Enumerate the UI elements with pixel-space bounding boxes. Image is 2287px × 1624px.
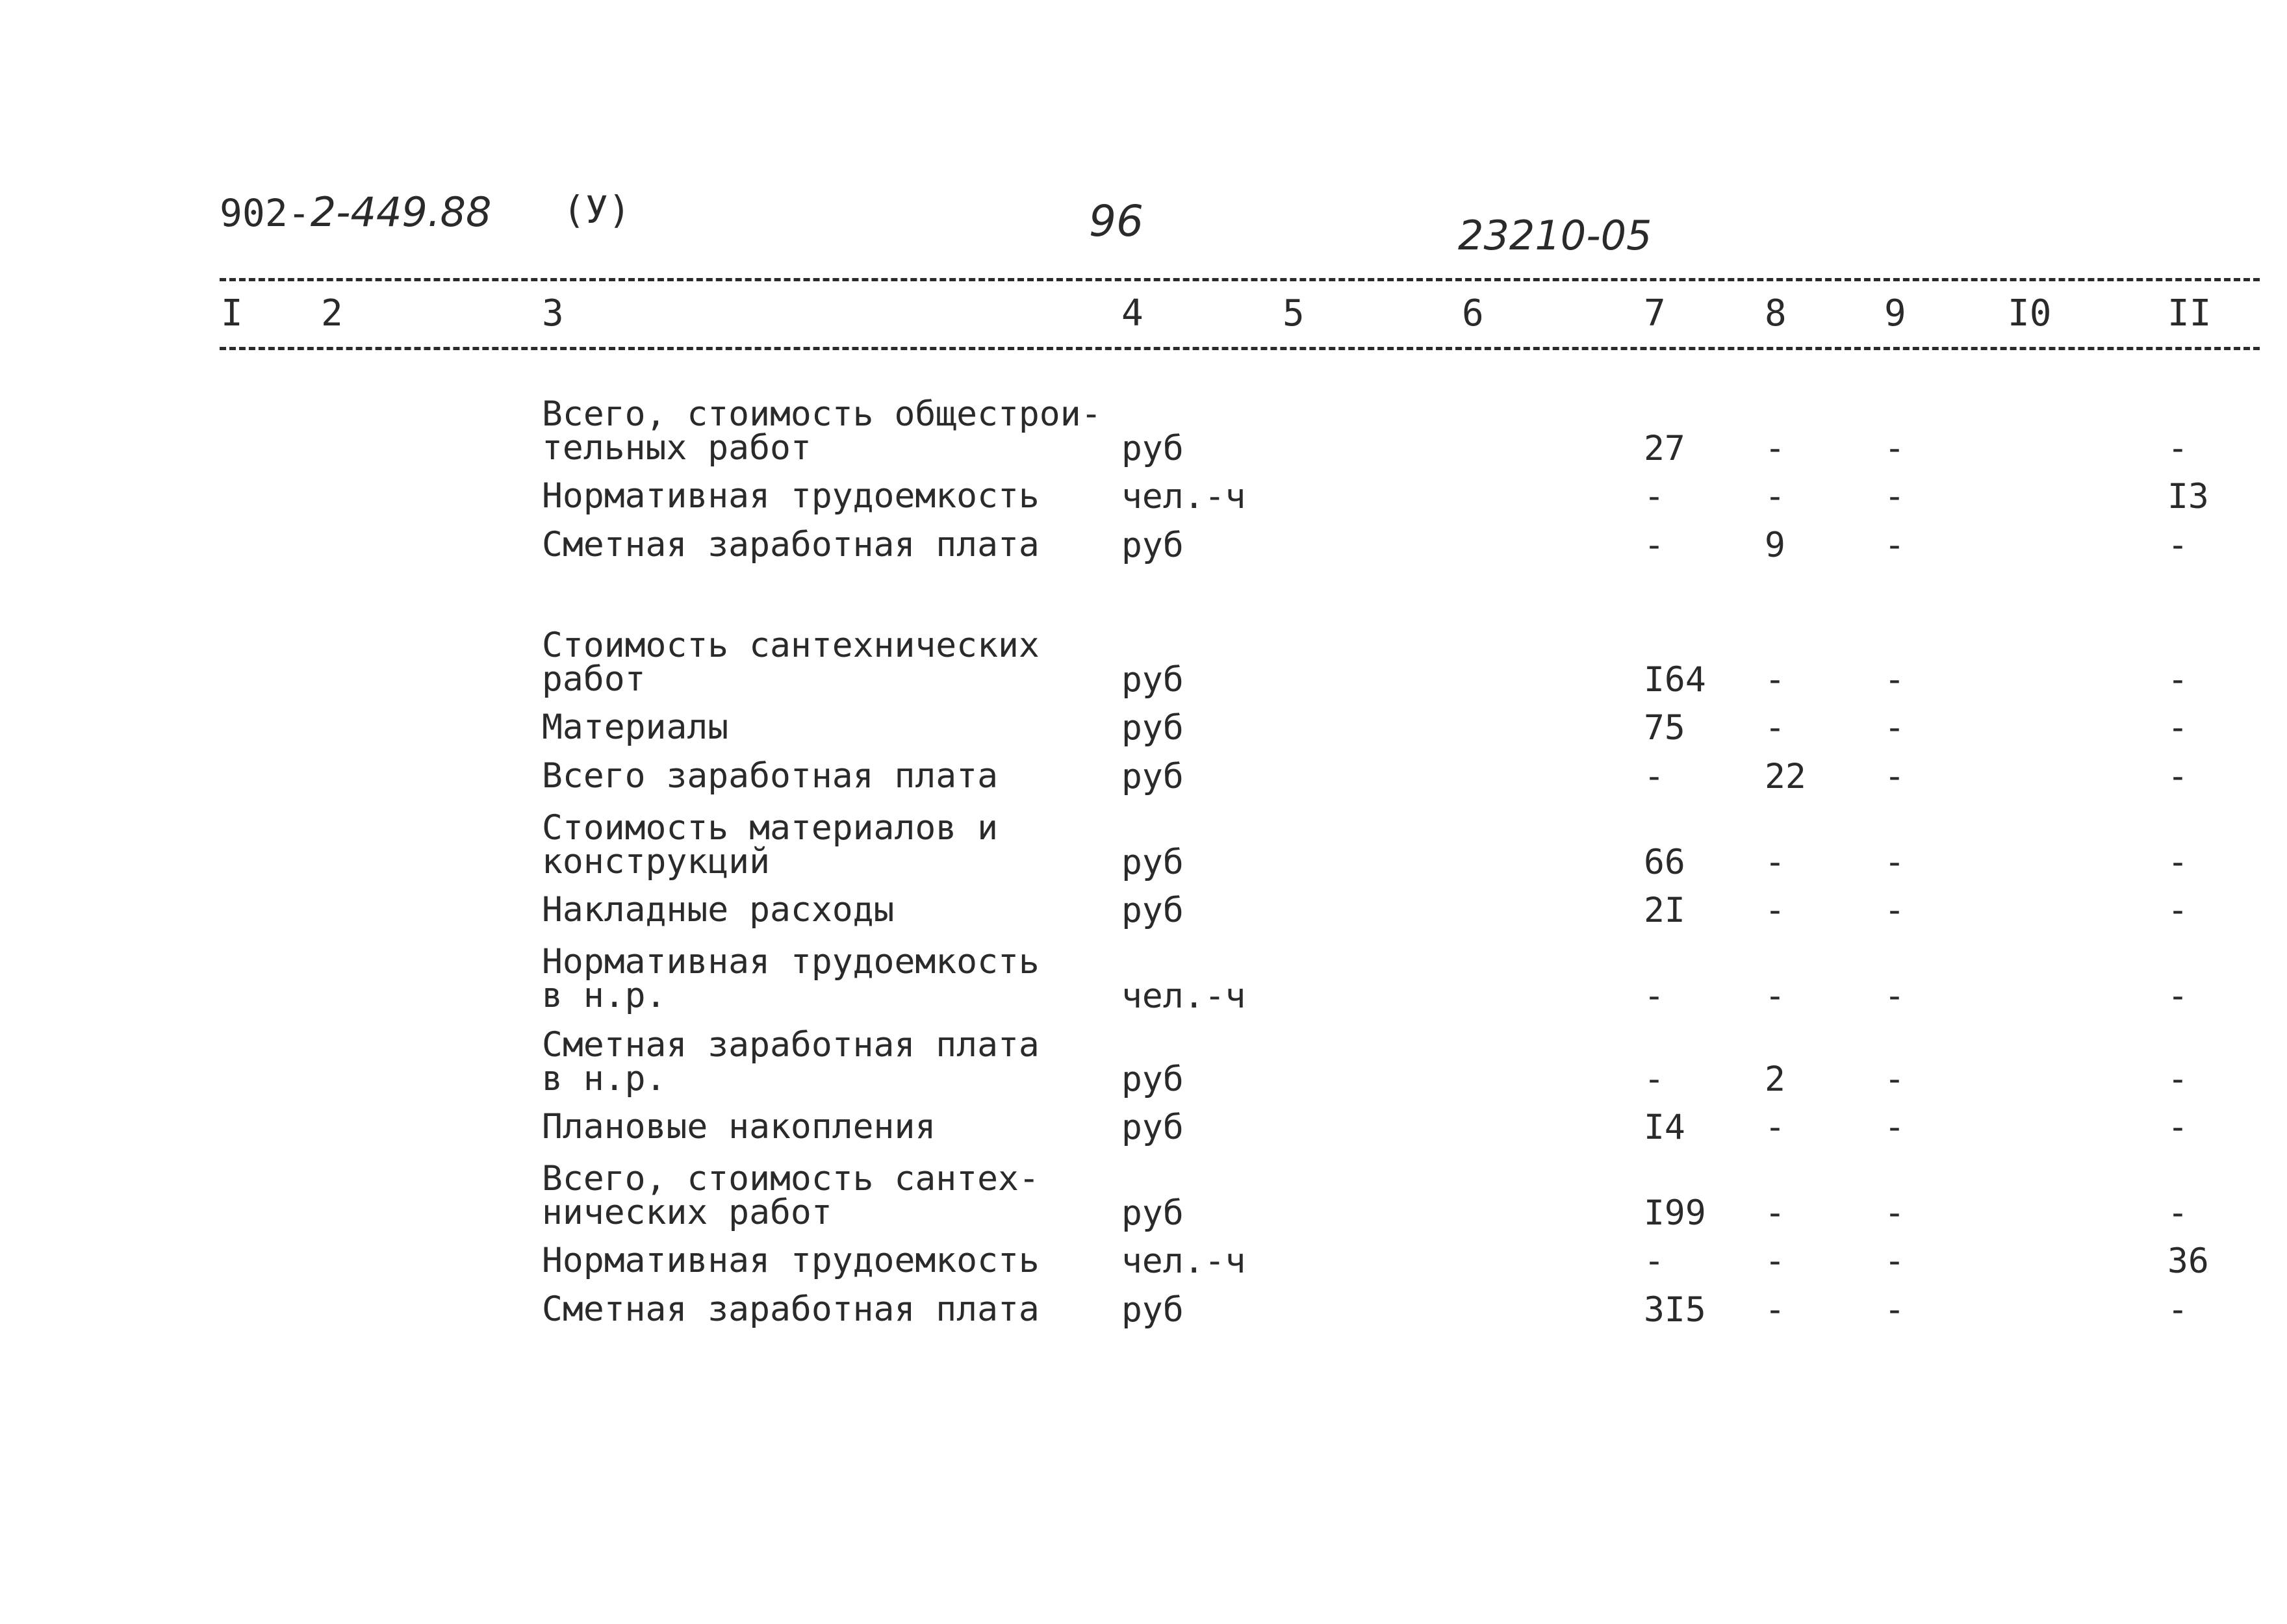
row-value-col8: - [1765, 660, 1785, 700]
row-value-col9: - [1884, 1241, 1905, 1281]
document-code-prefix: 902- [220, 191, 311, 235]
row-name: Всего, стоимость сантех- нических работ [542, 1159, 1040, 1232]
row-unit: руб [1121, 1290, 1184, 1330]
row-unit: чел.-ч [1121, 477, 1246, 516]
row-value-col11: - [2167, 660, 2188, 700]
row-value-col8: - [1765, 843, 1785, 882]
row-value-col7: - [1644, 757, 1665, 796]
row-unit: чел.-ч [1121, 976, 1246, 1016]
column-number-9: 9 [1884, 292, 1906, 335]
row-value-col8: - [1765, 1193, 1785, 1233]
row-value-col8: - [1765, 429, 1785, 468]
row-value-col9: - [1884, 660, 1905, 700]
page-number: 96 [1089, 196, 1144, 246]
column-number-11: II [2167, 292, 2212, 335]
column-number-3: 3 [542, 292, 564, 335]
row-value-col8: - [1765, 976, 1785, 1016]
row-value-col8: - [1765, 1108, 1785, 1147]
row-value-col11: - [2167, 843, 2188, 882]
document-number: 23210-05 [1458, 212, 1652, 259]
row-value-col7: - [1644, 526, 1665, 565]
row-unit: руб [1121, 891, 1184, 930]
row-value-col7: I4 [1644, 1108, 1685, 1147]
row-value-col7: 2I [1644, 891, 1685, 930]
row-value-col9: - [1884, 429, 1905, 468]
row-unit: руб [1121, 843, 1184, 882]
row-value-col11: - [2167, 526, 2188, 565]
row-name: Всего заработная плата [542, 756, 998, 796]
column-number-8: 8 [1765, 292, 1787, 335]
row-name: Нормативная трудоемкость [542, 476, 1040, 516]
row-value-col11: - [2167, 708, 2188, 748]
row-name: Всего, стоимость общестрои- тельных работ [542, 394, 1102, 468]
row-value-col8: - [1765, 477, 1785, 516]
row-value-col11: 36 [2167, 1241, 2209, 1281]
row-name: Стоимость сантехнических работ [542, 626, 1040, 699]
column-number-1: I [221, 292, 243, 335]
row-value-col9: - [1884, 1193, 1905, 1233]
row-value-col9: - [1884, 1059, 1905, 1099]
row-value-col9: - [1884, 1108, 1905, 1147]
row-unit: руб [1121, 1193, 1184, 1233]
column-number-4: 4 [1121, 292, 1144, 335]
row-value-col7: I64 [1644, 660, 1706, 700]
row-value-col9: - [1884, 708, 1905, 748]
document-suffix: (У) [563, 188, 631, 232]
row-value-col9: - [1884, 757, 1905, 796]
row-value-col7: - [1644, 976, 1665, 1016]
row-value-col11: - [2167, 891, 2188, 930]
row-value-col11: - [2167, 1059, 2188, 1099]
row-value-col8: 2 [1765, 1059, 1785, 1099]
row-name: Сметная заработная плата [542, 1289, 1040, 1329]
column-number-5: 5 [1283, 292, 1305, 335]
row-unit: руб [1121, 757, 1184, 796]
row-name: Нормативная трудоемкость в н.р. [542, 942, 1040, 1015]
row-value-col7: I99 [1644, 1193, 1706, 1233]
row-value-col9: - [1884, 477, 1905, 516]
row-name: Сметная заработная плата [542, 525, 1040, 565]
row-value-col11: - [2167, 1290, 2188, 1330]
row-value-col8: - [1765, 1290, 1785, 1330]
row-value-col9: - [1884, 1290, 1905, 1330]
column-number-2: 2 [321, 292, 343, 335]
row-value-col8: - [1765, 891, 1785, 930]
row-value-col9: - [1884, 526, 1905, 565]
document-code [220, 188, 492, 236]
row-value-col11: - [2167, 976, 2188, 1016]
row-value-col7: 66 [1644, 843, 1685, 882]
row-value-col7: - [1644, 477, 1665, 516]
row-name: Сметная заработная плата в н.р. [542, 1025, 1040, 1098]
row-value-col9: - [1884, 891, 1905, 930]
header-rule-top [220, 278, 2260, 281]
column-number-10: I0 [2008, 292, 2052, 335]
row-value-col11: - [2167, 429, 2188, 468]
row-name: Плановые накопления [542, 1107, 936, 1147]
row-value-col7: - [1644, 1241, 1665, 1281]
row-value-col8: - [1765, 1241, 1785, 1281]
row-value-col8: 9 [1765, 526, 1785, 565]
row-unit: руб [1121, 429, 1184, 468]
row-value-col11: I3 [2167, 477, 2209, 516]
row-value-col9: - [1884, 843, 1905, 882]
row-name: Накладные расходы [542, 890, 895, 930]
row-value-col11: - [2167, 1108, 2188, 1147]
row-name: Материалы [542, 707, 729, 747]
row-value-col8: - [1765, 708, 1785, 748]
row-unit: чел.-ч [1121, 1241, 1246, 1281]
row-value-col9: - [1884, 976, 1905, 1016]
row-unit: руб [1121, 660, 1184, 700]
column-number-6: 6 [1462, 292, 1484, 335]
row-unit: руб [1121, 1059, 1184, 1099]
row-name: Нормативная трудоемкость [542, 1241, 1040, 1280]
row-unit: руб [1121, 1108, 1184, 1147]
column-number-7: 7 [1644, 292, 1666, 335]
header-rule-bottom [220, 347, 2260, 350]
row-unit: руб [1121, 708, 1184, 748]
row-value-col7: 3I5 [1644, 1290, 1706, 1330]
row-value-col11: - [2167, 757, 2188, 796]
row-value-col7: - [1644, 1059, 1665, 1099]
row-value-col7: 27 [1644, 429, 1685, 468]
row-unit: руб [1121, 526, 1184, 565]
row-value-col8: 22 [1765, 757, 1806, 796]
row-value-col11: - [2167, 1193, 2188, 1233]
document-code-handwritten: 2-449.88 [310, 188, 492, 236]
row-name: Стоимость материалов и конструкций [542, 808, 998, 882]
row-value-col7: 75 [1644, 708, 1685, 748]
